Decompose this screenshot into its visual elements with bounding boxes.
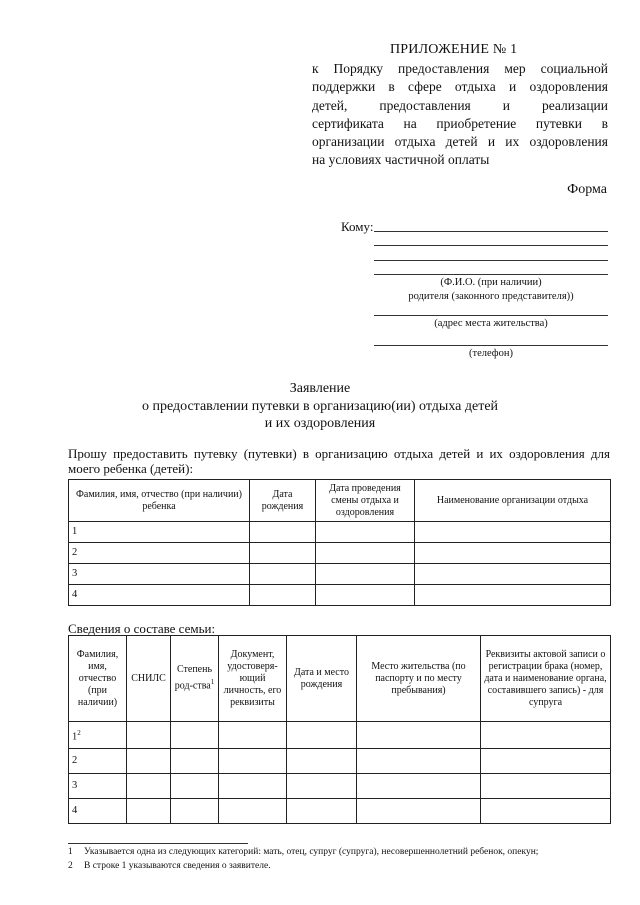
recipient-line-4[interactable] [374,274,608,275]
family-title: Сведения о составе семьи: [68,621,216,636]
title-line: о предоставлении путевки в организацию(ии) отдыха детей [141,398,499,414]
appendix-line: организации отдыха детей и их оздоровления [312,134,608,150]
table-cell[interactable] [316,522,415,543]
col-header-birth: Дата и место рождения [287,636,357,722]
footnote-divider [68,843,248,844]
table-row [69,774,611,799]
table-cell[interactable] [250,522,316,543]
table-row [69,543,611,564]
table-cell[interactable] [127,722,171,749]
footnote-number: 2 [68,861,73,871]
table-cell[interactable] [287,774,357,799]
appendix-line: к Порядку предоставления мер социальной [312,61,608,76]
row-number[interactable] [69,722,127,749]
table-cell[interactable] [357,774,481,799]
footnote-ref: 2 [77,728,81,737]
table-cell[interactable] [357,799,481,824]
footnote-text: В строке 1 указываются сведения о заявителе. [84,861,271,871]
table-cell[interactable] [316,585,415,606]
col-header-shift-date: Дата проведения смены отдыха и оздоровления [316,480,415,522]
request-line: Прошу предоставить путевку (путевки) в организацию отдыха детей и их оздоровления для [68,446,610,461]
col-header-snils: СНИЛС [127,636,171,722]
footnote [68,847,538,857]
row-number[interactable]: 3 [69,774,127,799]
footnote-text: Указывается одна из следующих категорий: мать, отец, супруг (супруга), несовершеннолетний ребенок, опекун; [84,847,539,857]
appendix-line: на условиях частичной оплаты [312,152,490,168]
col-header-marriage: Реквизиты актовой записи о регистрации брака (номер, дата и наименование органа, составившего запись) - для супруга [481,636,611,722]
footnote [68,861,271,871]
table-cell[interactable] [127,749,171,774]
col-header-degree [171,636,219,722]
col-header-member-fio: Фамилия, имя, отчество (при наличии) [69,636,127,722]
table-row [69,799,611,824]
table-cell[interactable] [316,543,415,564]
col-header-child-fio: Фамилия, имя, отчество (при наличии) ребенка [69,480,250,522]
fio-caption-parent: родителя (законного представителя)) [408,291,574,302]
appendix-line: поддержки в сфере отдыха и оздоровления [312,79,608,95]
table-cell[interactable] [127,774,171,799]
table-cell[interactable] [171,799,219,824]
table-cell[interactable] [171,749,219,774]
table-cell[interactable] [357,749,481,774]
phone-line[interactable] [374,345,608,346]
table-cell[interactable] [287,749,357,774]
table-cell[interactable] [219,749,287,774]
appendix-title: ПРИЛОЖЕНИЕ № 1 [390,42,518,57]
table-cell[interactable] [287,799,357,824]
table-cell[interactable] [219,722,287,749]
table-cell[interactable] [481,799,611,824]
table-cell[interactable] [316,564,415,585]
appendix-reference [312,60,608,170]
table-row [69,522,611,543]
degree-label: Степень род-ства [174,664,213,692]
recipient-line-2[interactable] [374,245,608,246]
table-cell[interactable] [127,799,171,824]
row-number[interactable]: 2 [69,543,250,564]
recipient-line-3[interactable] [374,260,608,261]
table-row [69,749,611,774]
row-number-text: 1 [72,731,78,743]
row-number[interactable]: 1 [69,522,250,543]
table-cell[interactable] [415,564,611,585]
phone-caption: (телефон) [469,348,513,359]
footnote-number: 1 [68,847,73,857]
family-table [68,635,611,824]
table-cell[interactable] [250,543,316,564]
table-cell[interactable] [357,722,481,749]
appendix-line: сертификата на приобретение путевки в [312,115,608,131]
request-text [68,446,610,476]
komu-label: Кому: [341,219,374,234]
fio-caption: (Ф.И.О. (при наличии) [440,277,542,288]
title-line: Заявление [289,381,351,396]
request-line: моего ребенка (детей): [68,461,194,476]
table-cell[interactable] [481,749,611,774]
form-label: Форма [567,182,607,197]
col-header-residence: Место жительства (по паспорту и по месту пребывания) [357,636,481,722]
table-cell[interactable] [219,799,287,824]
children-table [68,479,611,606]
table-cell[interactable] [287,722,357,749]
table-cell[interactable] [415,522,611,543]
table-cell[interactable] [415,543,611,564]
row-number[interactable]: 4 [69,799,127,824]
table-cell[interactable] [250,585,316,606]
col-header-document: Документ, удостоверя-ющий личность, его реквизиты [219,636,287,722]
table-row [69,564,611,585]
table-cell[interactable] [415,585,611,606]
application-title [0,380,640,433]
table-cell[interactable] [171,722,219,749]
row-number[interactable]: 4 [69,585,250,606]
address-line[interactable] [374,315,608,316]
table-row [69,722,611,749]
table-cell[interactable] [250,564,316,585]
appendix-line: детей, предоставления и реализации [312,97,608,113]
table-row [69,585,611,606]
title-line: и их оздоровления [264,416,376,431]
address-caption: (адрес места жительства) [434,318,548,329]
row-number[interactable]: 2 [69,749,127,774]
footnote-ref: 1 [210,678,215,687]
table-cell[interactable] [171,774,219,799]
row-number[interactable]: 3 [69,564,250,585]
col-header-birth-date: Дата рождения [250,480,316,522]
table-cell[interactable] [481,722,611,749]
recipient-line-1[interactable] [374,231,608,232]
table-cell[interactable] [481,774,611,799]
col-header-organization: Наименование организации отдыха [415,480,611,522]
table-cell[interactable] [219,774,287,799]
